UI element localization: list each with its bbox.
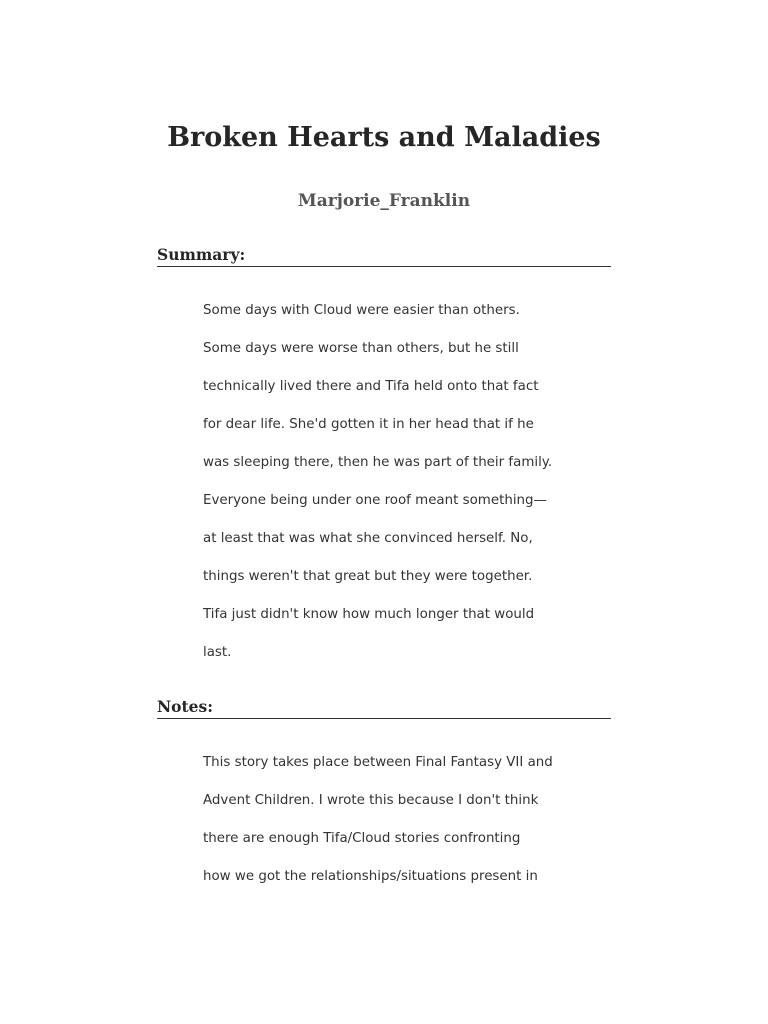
notes-line: there are enough Tifa/Cloud stories confronting	[203, 831, 521, 846]
notes-heading: Notes:	[157, 696, 611, 719]
document-title: Broken Hearts and Maladies	[167, 122, 601, 153]
summary-line: Everyone being under one roof meant something—	[203, 493, 547, 508]
summary-line: for dear life. She'd gotten it in her head that if he	[203, 417, 534, 432]
summary-line: last.	[203, 645, 232, 660]
summary-line: Some days were worse than others, but he still	[203, 341, 519, 356]
summary-line: Some days with Cloud were easier than others.	[203, 303, 520, 318]
summary-line: was sleeping there, then he was part of their family.	[203, 455, 553, 470]
summary-line: Tifa just didn't know how much longer that would	[203, 607, 535, 622]
summary-line: technically lived there and Tifa held onto that fact	[203, 379, 539, 394]
summary-text	[203, 292, 583, 672]
notes-line: Advent Children. I wrote this because I don't think	[203, 793, 539, 808]
summary-heading: Summary:	[157, 244, 611, 267]
author-name: Marjorie_Franklin	[297, 191, 471, 211]
notes-text	[203, 744, 583, 896]
summary-line: things weren't that great but they were together.	[203, 569, 533, 584]
summary-line: at least that was what she convinced herself. No,	[203, 531, 533, 546]
notes-line: how we got the relationships/situations present in	[203, 869, 538, 884]
notes-line: This story takes place between Final Fantasy VII and	[203, 755, 553, 770]
